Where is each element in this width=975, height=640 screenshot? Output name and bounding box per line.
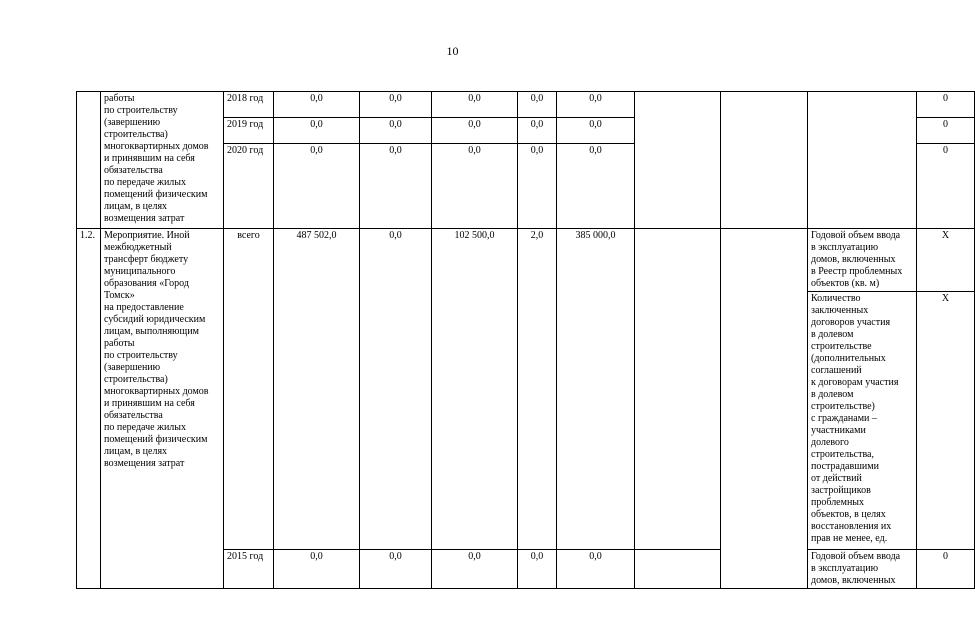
value-cell: 0,0 [360, 118, 432, 144]
item-number-cell [77, 92, 101, 229]
value-cell: 0,0 [274, 144, 360, 229]
indicator-cell: Годовой объем ввода в эксплуатацию домов, включенных в Реестр проблемных объектов (кв. м) [808, 229, 917, 292]
value-cell: 0,0 [274, 92, 360, 118]
value-cell: 0,0 [274, 550, 360, 589]
year-cell: 2018 год [224, 92, 274, 118]
value-cell: 0,0 [274, 118, 360, 144]
target-value-cell: 0 [917, 92, 975, 118]
empty-cell [635, 229, 721, 550]
year-cell: 2015 год [224, 550, 274, 589]
value-cell: 0,0 [518, 118, 557, 144]
value-cell: 2,0 [518, 229, 557, 550]
empty-cell [635, 550, 721, 589]
value-cell: 0,0 [518, 144, 557, 229]
value-cell: 385 000,0 [557, 229, 635, 550]
table-row [77, 92, 975, 118]
value-cell: 0,0 [557, 92, 635, 118]
year-cell: 2019 год [224, 118, 274, 144]
activity-description: Мероприятие. Иной межбюджетный трансферт бюджету муниципального образования «Город Томск» на предоставление субсидий юридическим лицам, выполняющим работы по строительству (завершению строительства) многоквартирных домов и принявшим на себя обязательства по передаче жилых помещений физическим лицам, в целях возмещения затрат [101, 229, 224, 589]
value-cell: 0,0 [432, 550, 518, 589]
program-table [76, 91, 975, 589]
table-row [77, 229, 975, 292]
indicator-cell: Годовой объем ввода в эксплуатацию домов, включенных [808, 550, 917, 589]
item-number: 1.2. [77, 229, 101, 589]
empty-cell [721, 92, 808, 229]
value-cell: 0,0 [557, 144, 635, 229]
value-cell: 0,0 [432, 144, 518, 229]
value-cell: 0,0 [557, 550, 635, 589]
target-value-cell: 0 [917, 144, 975, 229]
empty-cell [635, 92, 721, 229]
year-cell: всего [224, 229, 274, 550]
indicator-cell [808, 92, 917, 229]
target-value-cell: Х [917, 292, 975, 550]
year-cell: 2020 год [224, 144, 274, 229]
activity-description: работы по строительству (завершению строительства) многоквартирных домов и принявшим на себя обязательства по передаче жилых помещений физическим лицам, в целях возмещения затрат [101, 92, 224, 229]
value-cell: 0,0 [518, 92, 557, 118]
page-number: 10 [446, 44, 459, 58]
value-cell: 102 500,0 [432, 229, 518, 550]
target-value-cell: 0 [917, 550, 975, 589]
indicator-cell: Количество заключенных договоров участия в долевом строительстве (дополнительных соглашений к договорам участия в долевом строительстве) с гражданами – участниками долевого строительства, пострадавшими от действий застройщиков проблемных объектов, в целях восстановления их прав не менее, ед. [808, 292, 917, 550]
value-cell: 0,0 [557, 118, 635, 144]
target-value-cell: 0 [917, 118, 975, 144]
value-cell: 0,0 [360, 144, 432, 229]
value-cell: 0,0 [360, 550, 432, 589]
value-cell: 0,0 [360, 92, 432, 118]
value-cell: 0,0 [518, 550, 557, 589]
value-cell: 0,0 [432, 92, 518, 118]
value-cell: 0,0 [432, 118, 518, 144]
value-cell: 487 502,0 [274, 229, 360, 550]
value-cell: 0,0 [360, 229, 432, 550]
empty-cell [721, 229, 808, 589]
target-value-cell: Х [917, 229, 975, 292]
